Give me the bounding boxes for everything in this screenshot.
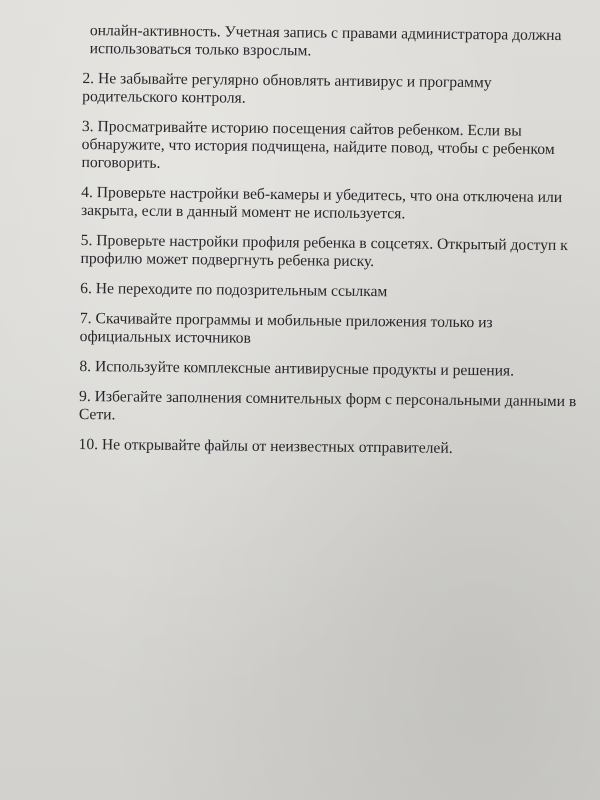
list-item: 2. Не забывайте регулярно обновлять антивирус и программу родительского контроля.	[82, 69, 492, 107]
intro-paragraph: онлайн-активность. Учетная запись с правами администратора должна использоваться только взрослым.	[89, 22, 562, 60]
list-item: 8. Используйте комплексные антивирусные продукты и решения.	[79, 357, 515, 380]
list-item: 3. Просматривайте историю посещения сайтов ребенком. Если вы обнаружите, что история подчищена, найдите повод, чтобы с ребенком поговорить.	[81, 117, 555, 172]
list-item: 6. Не переходите по подозрительным ссылкам	[80, 279, 388, 301]
list-item: 4. Проверьте настройки веб-камеры и убедитесь, что она отключена или закрыта, если в данный момент не используется.	[80, 183, 563, 223]
list-item: 5. Проверьте настройки профиля ребенка в соцсетях. Открытый доступ к профилю может подвергнуть ребенка риску.	[80, 231, 568, 271]
list-item: 9. Избегайте заполнения сомнительных форм с персональными данными в Сети.	[78, 387, 577, 424]
list-item: 7. Скачивайте программы и мобильные приложения только из официальных источников	[79, 309, 493, 347]
document-body	[78, 22, 583, 471]
list-item: 10. Не открывайте файлы от неизвестных отправителей.	[78, 435, 453, 457]
